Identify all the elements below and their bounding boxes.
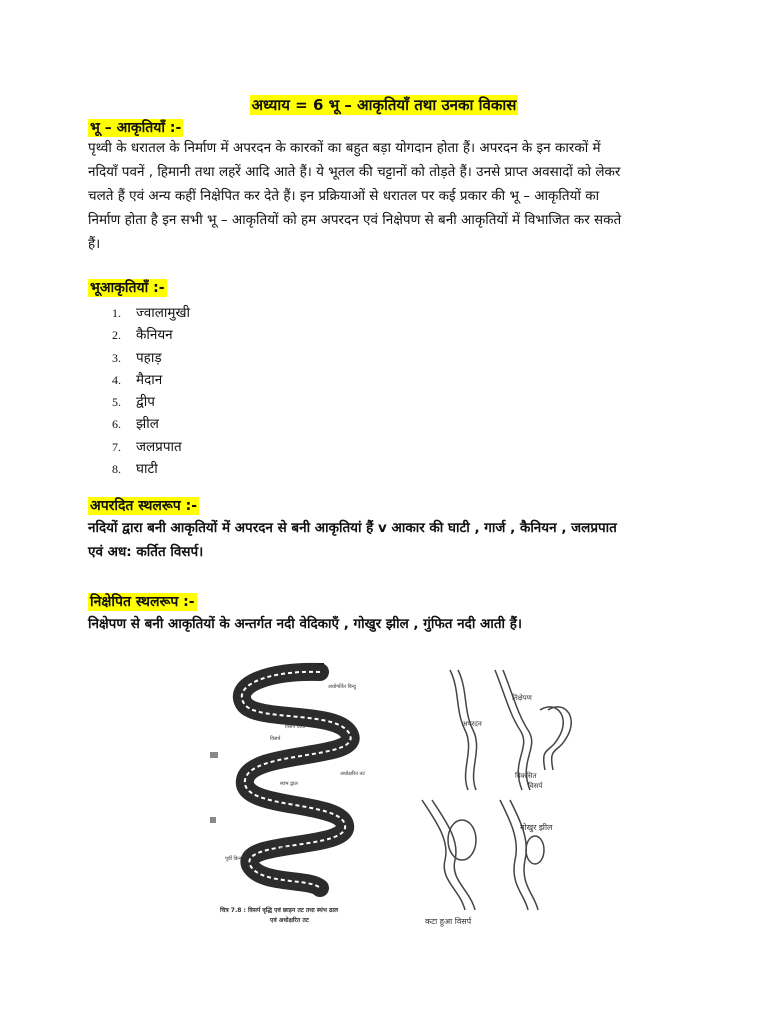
- depositional-landforms-paragraph: [88, 612, 698, 636]
- label-purvi-kinara: पूर्वी किनारा: [225, 856, 247, 862]
- figure-caption-line-2: एवं अधोक्षरित तट: [270, 917, 309, 924]
- depositional-line-1: निक्षेपण से बनी आकृतियों के अन्तर्गत नदी वेदिकाएँ , गोखुर झील , गुंफित नदी आती हैं।: [88, 616, 522, 632]
- list-item: 4. मैदान: [112, 371, 163, 388]
- label-visarp-griva: विसर्प ग्रीवा: [285, 724, 306, 730]
- label-dhalva-tat: ढलवां तट: [280, 846, 298, 852]
- label-apradan: अपरदन: [462, 720, 482, 728]
- intro-line-4: निर्माण होता है इन सभी भू – आकृतियों को हम अपरदन एवं निक्षेपण से बनी आकृतियों में विभाजित कर सकते: [88, 212, 622, 228]
- oxbow-lake-drawing: [422, 800, 544, 910]
- list-item: 3. पहाड़: [112, 349, 162, 366]
- meander-figure: [210, 660, 580, 928]
- chapter-title-text: अध्याय = 6 भू – आकृतियाँ तथा उनका विकास: [251, 96, 517, 114]
- label-adhokshrit-tat: अधोक्षरित तट: [340, 771, 365, 777]
- landforms-heading: भू – आकृतियाँ :-: [90, 120, 182, 136]
- list-item: 1. ज्वालामुखी: [112, 305, 190, 321]
- list-item: 5. द्वीप: [112, 394, 155, 411]
- intro-line-5: हैं।: [88, 236, 101, 252]
- label-sthambh-dhal: स्थंभ द्वाल: [280, 781, 298, 787]
- meander-development-drawing: [450, 670, 571, 790]
- meander-river-drawing: [210, 664, 351, 888]
- depositional-landforms-heading: निक्षेपित स्थलरूप :-: [90, 594, 195, 610]
- landforms-intro-paragraph: [88, 136, 698, 256]
- label-adhogartit: अधोगर्तित विन्दु: [328, 684, 356, 690]
- erosional-line-2: एवं अध: कर्तित विसर्प।: [88, 544, 204, 560]
- label-viksit: विकसित: [515, 772, 537, 780]
- erosional-line-1: नदियों द्वारा बनी आकृतियों में अपरदन से बनी आकृतियां हैं v आकार की घाटी , गार्ज , कैनियन , जलप्रपात: [88, 520, 617, 536]
- landform-list: [112, 302, 190, 480]
- list-item: 7. जलप्रपात: [112, 438, 182, 455]
- label-gokhur-jheel: गोखुर झील: [520, 823, 553, 832]
- figure-caption-line-1: चित्र 7.8 : विसर्प वृद्धि एवं छाड़न तट तथा स्थंभ ढाल: [220, 907, 339, 914]
- intro-line-1: पृथ्वी के धरातल के निर्माण में अपरदन के कारकों का बहुत बड़ा योगदान होता हैं। अपरदन के इन कारकों में: [88, 140, 601, 156]
- label-visarp: विसर्प: [270, 736, 281, 742]
- intro-line-2: नदियाँ पवनें , हिमानी तथा लहरें आदि आते हैं। ये भूतल की चट्टानों को तोड़ते हैं। उनसे प्राप्त अवसादों को लेकर: [88, 164, 621, 180]
- list-item: 8. घाटी: [112, 461, 158, 478]
- meander-diagram: [210, 660, 580, 928]
- chapter-title: [0, 95, 768, 115]
- erosional-landforms-paragraph: [88, 516, 698, 564]
- list-item: 6. झील: [112, 416, 159, 433]
- label-kata-hua-visarp: कटा हुआ विसर्प: [425, 917, 472, 926]
- label-nikshepan: निक्षेपण: [512, 694, 532, 702]
- label-visarp-right: विसर्प: [528, 782, 543, 790]
- landform-types-heading: भूआकृतियाँ :-: [90, 280, 165, 296]
- intro-line-3: चलते हैं एवं अन्य कहीं निक्षेपित कर देते हैं। इन प्रक्रियाओं से धरातल पर कई प्रकार की भू – आकृतियों का: [88, 188, 600, 204]
- erosional-landforms-heading: अपरदित स्थलरूप :-: [90, 498, 198, 514]
- label-pashchimi-kinara: पश्चिमी किनारा: [280, 884, 308, 890]
- list-item: 2. कैनियन: [112, 327, 173, 344]
